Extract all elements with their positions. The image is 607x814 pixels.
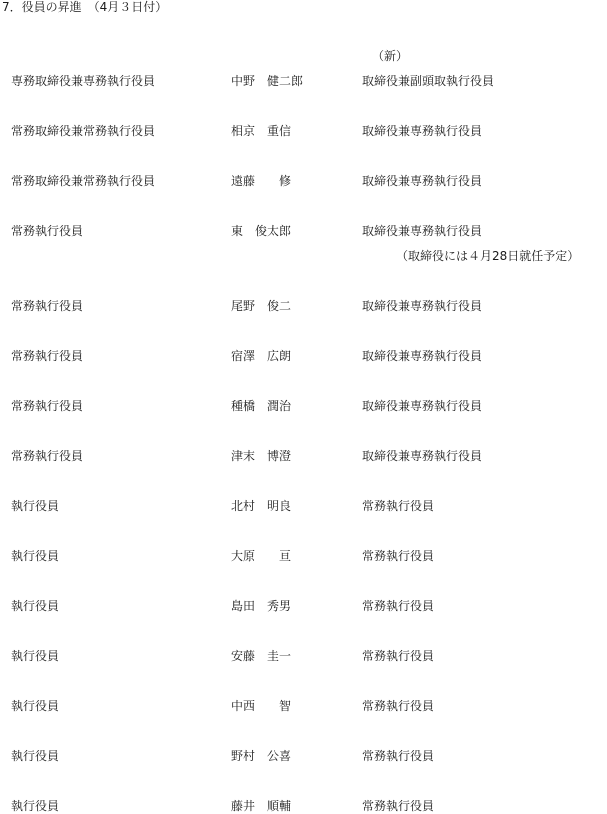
promotion-row [0,648,607,664]
previous-position: 常務執行役員 [11,224,84,238]
promotion-row [0,398,607,414]
section-title: 7．役員の昇進 （4月３日付） [2,0,168,14]
promotion-row [0,298,607,314]
new-position: 常務執行役員 [362,549,435,563]
previous-position: 執行役員 [11,499,60,513]
new-position: 取締役兼専務執行役員 [362,299,483,313]
new-position: 常務執行役員 [362,649,435,663]
promotion-row [0,598,607,614]
new-position: 取締役兼専務執行役員 [362,124,483,138]
officer-name: 藤井 順輔 [231,799,292,813]
new-column-label: （新） [372,49,409,63]
officer-name: 島田 秀男 [231,599,292,613]
new-position: 常務執行役員 [362,599,435,613]
new-position: 常務執行役員 [362,799,435,813]
appointment-note: （取締役には４月28日就任予定） [396,249,580,263]
previous-position: 常務取締役兼常務執行役員 [11,124,156,138]
promotion-row [0,348,607,364]
promotion-row [0,798,607,814]
promotion-row [0,448,607,464]
officer-name: 遠藤 修 [231,174,292,188]
previous-position: 執行役員 [11,749,60,763]
previous-position: 専務取締役兼専務執行役員 [11,74,156,88]
promotion-row [0,73,607,89]
new-position: 取締役兼専務執行役員 [362,174,483,188]
previous-position: 常務執行役員 [11,399,84,413]
officer-name: 中西 智 [231,699,292,713]
officer-name: 尾野 俊二 [231,299,292,313]
previous-position: 執行役員 [11,649,60,663]
new-position: 取締役兼専務執行役員 [362,449,483,463]
officer-name: 中野 健二郎 [231,74,304,88]
promotion-row [0,223,607,239]
previous-position: 執行役員 [11,799,60,813]
officer-name: 相京 重信 [231,124,292,138]
previous-position: 執行役員 [11,599,60,613]
promotion-row [0,498,607,514]
new-position: 常務執行役員 [362,499,435,513]
officer-name: 津末 博澄 [231,449,292,463]
officer-name: 安藤 圭一 [231,649,292,663]
officer-name: 東 俊太郎 [231,224,292,238]
previous-position: 執行役員 [11,699,60,713]
new-position: 取締役兼専務執行役員 [362,399,483,413]
officer-name: 北村 明良 [231,499,292,513]
promotion-row [0,123,607,139]
new-position: 常務執行役員 [362,749,435,763]
previous-position: 常務執行役員 [11,299,84,313]
new-position: 取締役兼副頭取執行役員 [362,74,495,88]
new-position: 取締役兼専務執行役員 [362,349,483,363]
previous-position: 常務取締役兼常務執行役員 [11,174,156,188]
previous-position: 執行役員 [11,549,60,563]
previous-position: 常務執行役員 [11,449,84,463]
promotion-row [0,748,607,764]
officer-name: 野村 公喜 [231,749,292,763]
promotion-row [0,698,607,714]
new-position: 取締役兼専務執行役員 [362,224,483,238]
officer-name: 種橋 潤治 [231,399,292,413]
new-position: 常務執行役員 [362,699,435,713]
officer-name: 宿澤 広朗 [231,349,292,363]
promotion-row [0,548,607,564]
previous-position: 常務執行役員 [11,349,84,363]
officer-name: 大原 亘 [231,549,292,563]
promotion-row [0,173,607,189]
